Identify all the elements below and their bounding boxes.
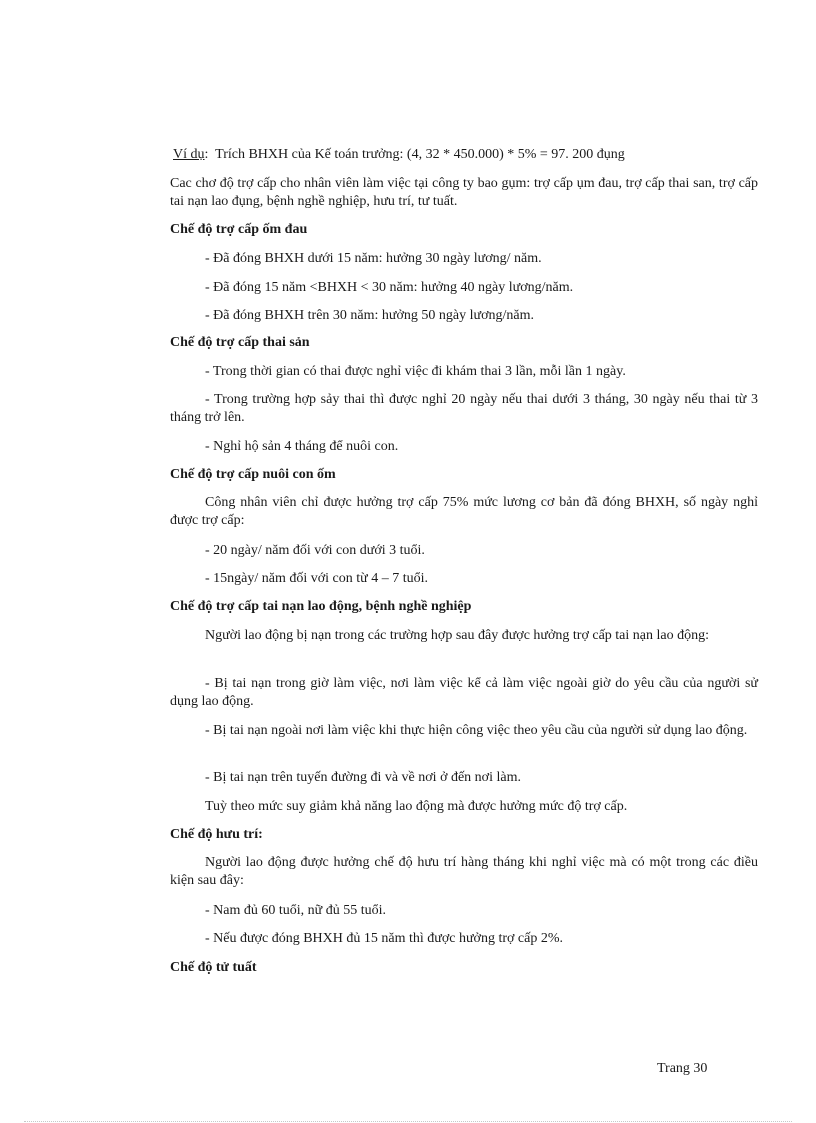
section-heading-sick-leave: Chế độ trợ cấp ốm đau — [170, 222, 308, 237]
list-item: - Bị tai nạn ngoài nơi làm việc khi thực hiện công việc theo yêu cầu của người sử dụng lao động. — [205, 723, 748, 738]
section-paragraph: Người lao động được hưởng chế độ hưu trí hàng tháng khi nghỉ việc mà có một trong các điều kiện sau đây: — [170, 855, 758, 888]
section-paragraph: Công nhân viên chỉ được hưởng trợ cấp 75% mức lương cơ bản đã đóng BHXH, số ngày nghỉ được trợ cấp: — [170, 495, 758, 528]
page-number: Trang 30 — [657, 1061, 708, 1076]
list-item: - 20 ngày/ năm đối với con dưới 3 tuổi. — [205, 543, 425, 558]
list-item: - Nghỉ hộ sản 4 tháng để nuôi con. — [205, 439, 399, 454]
intro-paragraph: Cac chơ độ trợ cấp cho nhân viên làm việc tại công ty bao gụm: trợ cấp ụm đau, trợ cấp thai san, trợ cấp tai nạn lao đụng, bệnh nghề nghiệp, hưu trí, tư tuất. — [170, 176, 758, 209]
example-colon: : — [204, 147, 209, 162]
list-item: - Nam đủ 60 tuổi, nữ đủ 55 tuổi. — [205, 903, 387, 918]
list-item — [170, 391, 758, 427]
list-item: - Nếu được đóng BHXH đủ 15 năm thì được hưởng trợ cấp 2%. — [205, 931, 563, 946]
page-bottom-divider — [24, 1121, 792, 1122]
section-heading-retirement: Chế độ hưu trí: — [170, 827, 263, 842]
example-label: Ví dụ — [173, 147, 205, 162]
section-heading-occupational-accident: Chế độ trợ cấp tai nạn lao động, bệnh nghề nghiệp — [170, 599, 472, 614]
list-item: - Bị tai nạn trong giờ làm việc, nơi làm việc kể cả làm việc ngoài giờ do yêu cầu của người sử dụng lao động. — [170, 676, 758, 709]
list-item: - Đã đóng 15 năm <BHXH < 30 năm: hưởng 40 ngày lương/năm. — [205, 280, 574, 295]
list-item: - Trong thời gian có thai được nghỉ việc đi khám thai 3 lần, mỗi lần 1 ngày. — [205, 364, 626, 379]
section-heading-maternity: Chế độ trợ cấp thai sản — [170, 335, 310, 350]
list-item: - Bị tai nạn trên tuyến đường đi và về nơi ở đến nơi làm. — [205, 770, 521, 785]
section-paragraph: Người lao động bị nạn trong các trường hợp sau đây được hưởng trợ cấp tai nạn lao động: — [205, 628, 709, 643]
example-line — [173, 146, 761, 164]
list-item: - 15ngày/ năm đối với con từ 4 – 7 tuổi. — [205, 571, 429, 586]
list-item: - Đã đóng BHXH dưới 15 năm: hưởng 30 ngày lương/ năm. — [205, 251, 542, 266]
list-item: - Đã đóng BHXH trên 30 năm: hưởng 50 ngày lương/năm. — [205, 308, 534, 323]
section-closing: Tuỳ theo mức suy giảm khả năng lao động mà được hưởng mức độ trợ cấp. — [205, 799, 628, 814]
section-heading-survivorship: Chế độ tử tuất — [170, 960, 257, 975]
section-heading-child-sickness: Chế độ trợ cấp nuôi con ốm — [170, 467, 336, 482]
list-item-text: - Trong trường hợp sảy thai thì được nghỉ 20 ngày nếu thai dưới 3 tháng, 30 ngày nếu thai từ 3 tháng trở lên. — [170, 392, 758, 425]
example-text: Trích BHXH của Kế toán trưởng: (4, 32 * 450.000) * 5% = 97. 200 đụng — [215, 147, 625, 162]
